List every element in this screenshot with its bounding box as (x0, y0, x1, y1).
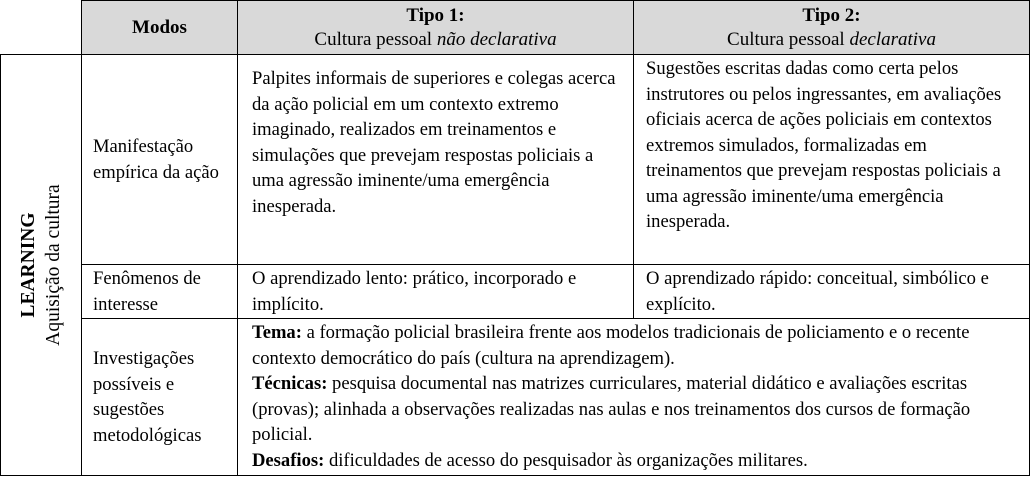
mode-cell: Investigações possíveis e sugestões metodológicas (82, 319, 238, 476)
desafios-paragraph (252, 448, 1019, 474)
desafios-text: dificuldades de acesso do pesquisador às organizações militares. (324, 449, 808, 471)
side-label-cell (1, 55, 82, 476)
header-tipo2 (634, 1, 1030, 55)
blank-corner (1, 1, 82, 55)
mode-cell: Fenômenos de interesse (82, 265, 238, 319)
header-tipo1 (238, 1, 634, 55)
table-row (1, 265, 1030, 319)
tipo1-cell: Palpites informais de superiores e colegas acerca da ação policial em um contexto extremo imaginado, realizados em treinamentos e simulações que prevejam respostas policiais a uma agressão iminente/uma emergência inesperada. (238, 55, 634, 265)
header-row (1, 1, 1030, 55)
tema-paragraph (252, 320, 1019, 371)
tipo2-cell: O aprendizado rápido: conceitual, simbólico e explícito. (634, 265, 1030, 319)
merged-cell (238, 319, 1030, 476)
table-row (1, 55, 1030, 265)
tipo1-cell: O aprendizado lento: prático, incorporado e implícito. (238, 265, 634, 319)
tipo1-italic: não declarativa (436, 28, 557, 50)
tecnicas-label: Técnicas: (252, 373, 328, 394)
tipo2-italic: declarativa (849, 28, 936, 50)
tema-text: a formação policial brasileira frente aos modelos tradicionais de policiamento e o recente contexto democrático do país (cultura na aprendizagem). (252, 322, 970, 369)
tecnicas-text: pesquisa documental nas matrizes curriculares, material didático e avaliações escritas (provas); alinhada a observações realizadas nas aulas e nos treinamentos dos cursos de formação policial. (252, 373, 971, 445)
side-label (16, 184, 66, 345)
side-subtitle: Aquisição da cultura (43, 184, 64, 346)
tipo2-cell: Sugestões escritas dadas como certa pelos instrutores ou pelos ingressantes, em avaliações oficiais acerca de ações policiais em contextos extremos simulados, formalizadas em treinamentos que prevejam respostas policiais a uma agressão iminente/uma emergência inesperada. (634, 55, 1030, 265)
tipo1-title: Tipo 1: (406, 4, 465, 26)
tecnicas-paragraph (252, 371, 1019, 448)
header-modos: Modos (82, 1, 238, 55)
table-row (1, 319, 1030, 476)
mode-cell: Manifestação empírica da ação (82, 55, 238, 265)
tema-label: Tema: (252, 322, 302, 343)
tipo1-prefix: Cultura pessoal (314, 28, 437, 50)
desafios-label: Desafios: (252, 449, 325, 471)
side-title: LEARNING (18, 212, 39, 318)
tipo2-prefix: Cultura pessoal (727, 28, 850, 50)
tipo2-title: Tipo 2: (802, 4, 861, 26)
